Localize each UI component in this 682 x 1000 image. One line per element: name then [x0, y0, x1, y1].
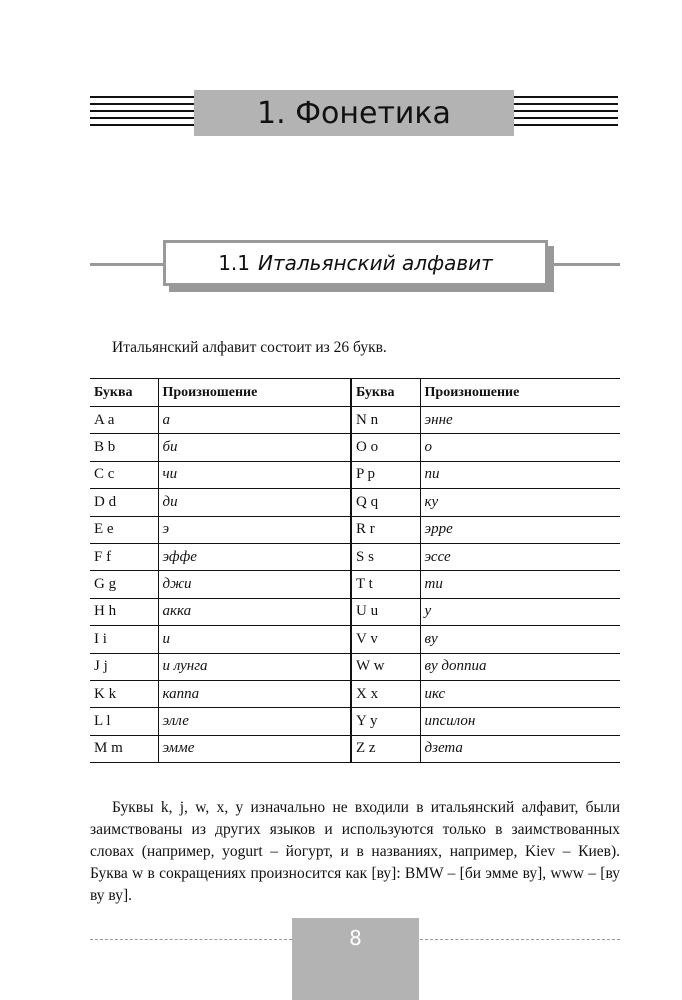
pronunciation-cell: чи: [162, 466, 178, 483]
alphabet-table: [90, 378, 620, 763]
pronunciation-cell: ву: [424, 630, 438, 647]
table-row: [90, 461, 350, 488]
table-header-row: [90, 379, 350, 407]
letter-cell: I i: [90, 626, 158, 653]
footer-rule-left: [90, 939, 292, 940]
section-rule-left: [90, 263, 164, 266]
table-row: [90, 680, 350, 707]
pronunciation-cell: у: [424, 603, 432, 620]
table-row: [352, 571, 620, 598]
table-row: [90, 708, 350, 735]
alphabet-table-left: [90, 378, 350, 763]
table-row: [352, 407, 620, 434]
pronunciation-cell: эффе: [162, 548, 197, 565]
col-header-letter: Буква: [90, 379, 158, 407]
letter-cell: X x: [352, 680, 420, 707]
footer-rule-right: [420, 939, 620, 940]
table-row: [90, 571, 350, 598]
table-row: [352, 626, 620, 653]
letter-cell: C c: [90, 461, 158, 488]
table-row: [90, 434, 350, 461]
note-paragraph: Буквы k, j, w, x, y изначально не входили в итальянский алфавит, были заимствованы из других языков и используются только в заимствованных словах (например, yogurt – йогурт, и в названиях, например, Kiev – Киев). Буква w в сокращениях произносится как [ву]: BMW – [би эмме ву], www – [ву ву ву].: [90, 799, 620, 904]
pronunciation-cell: элле: [162, 712, 189, 729]
letter-cell: M m: [90, 735, 158, 762]
letter-cell: O o: [352, 434, 420, 461]
table-row: [352, 653, 620, 680]
table-row: [352, 461, 620, 488]
section-heading: [163, 240, 548, 286]
table-row: [90, 489, 350, 516]
pronunciation-cell: ди: [162, 493, 178, 510]
letter-cell: Q q: [352, 489, 420, 516]
table-header-row: [352, 379, 620, 407]
letter-cell: G g: [90, 571, 158, 598]
letter-cell: N n: [352, 407, 420, 434]
chapter-title: 1. Фонетика: [194, 90, 514, 136]
pronunciation-cell: ву доппиа: [424, 658, 487, 675]
table-row: [352, 680, 620, 707]
letter-cell: J j: [90, 653, 158, 680]
pronunciation-cell: энне: [424, 411, 453, 428]
pronunciation-cell: дзета: [424, 740, 463, 757]
table-row: [90, 516, 350, 543]
chapter-rule-right: [514, 96, 618, 134]
letter-cell: S s: [352, 543, 420, 570]
pronunciation-cell: эссе: [424, 548, 451, 565]
letter-cell: H h: [90, 598, 158, 625]
letter-cell: Y y: [352, 708, 420, 735]
table-row: [90, 543, 350, 570]
letter-cell: A a: [90, 407, 158, 434]
pronunciation-cell: каппа: [162, 685, 200, 702]
table-row: [352, 735, 620, 762]
table-row: [90, 598, 350, 625]
pronunciation-cell: а: [162, 411, 170, 428]
letter-cell: Z z: [352, 735, 420, 762]
pronunciation-cell: акка: [162, 603, 192, 620]
table-row: [352, 434, 620, 461]
table-row: [352, 708, 620, 735]
alphabet-table-right: [352, 378, 620, 763]
section-title: Итальянский алфавит: [258, 251, 493, 275]
page-number: 8: [292, 918, 419, 1000]
pronunciation-cell: эмме: [162, 740, 195, 757]
letter-cell: B b: [90, 434, 158, 461]
pronunciation-cell: эрре: [424, 521, 453, 538]
pronunciation-cell: о: [424, 439, 433, 456]
table-row: [90, 735, 350, 762]
letter-cell: P p: [352, 461, 420, 488]
letter-cell: T t: [352, 571, 420, 598]
letter-cell: W w: [352, 653, 420, 680]
section-number: 1.1: [218, 251, 250, 275]
pronunciation-cell: джи: [162, 576, 192, 593]
pronunciation-cell: и лунга: [162, 658, 208, 675]
table-row: [90, 407, 350, 434]
col-header-pronunciation: Произношение: [162, 384, 258, 400]
col-header-pronunciation: Произношение: [424, 384, 520, 400]
pronunciation-cell: би: [162, 439, 178, 456]
table-row: [352, 543, 620, 570]
table-row: [90, 626, 350, 653]
chapter-rule-left: [90, 96, 194, 134]
letter-cell: D d: [90, 489, 158, 516]
table-row: [352, 489, 620, 516]
pronunciation-cell: ти: [424, 576, 443, 593]
pronunciation-cell: ипсилон: [424, 712, 476, 729]
letter-cell: L l: [90, 708, 158, 735]
col-header-letter: Буква: [352, 379, 420, 407]
pronunciation-cell: икс: [424, 685, 446, 702]
letter-cell: R r: [352, 516, 420, 543]
pronunciation-cell: э: [162, 521, 170, 538]
table-row: [352, 598, 620, 625]
pronunciation-cell: пи: [424, 466, 440, 483]
letter-cell: K k: [90, 680, 158, 707]
table-row: [352, 516, 620, 543]
letter-cell: F f: [90, 543, 158, 570]
section-rule-right: [548, 263, 620, 266]
pronunciation-cell: и: [162, 630, 170, 647]
letter-cell: V v: [352, 626, 420, 653]
letter-cell: U u: [352, 598, 420, 625]
intro-text: Итальянский алфавит состоит из 26 букв.: [112, 339, 387, 356]
table-row: [90, 653, 350, 680]
letter-cell: E e: [90, 516, 158, 543]
pronunciation-cell: ку: [424, 493, 439, 510]
